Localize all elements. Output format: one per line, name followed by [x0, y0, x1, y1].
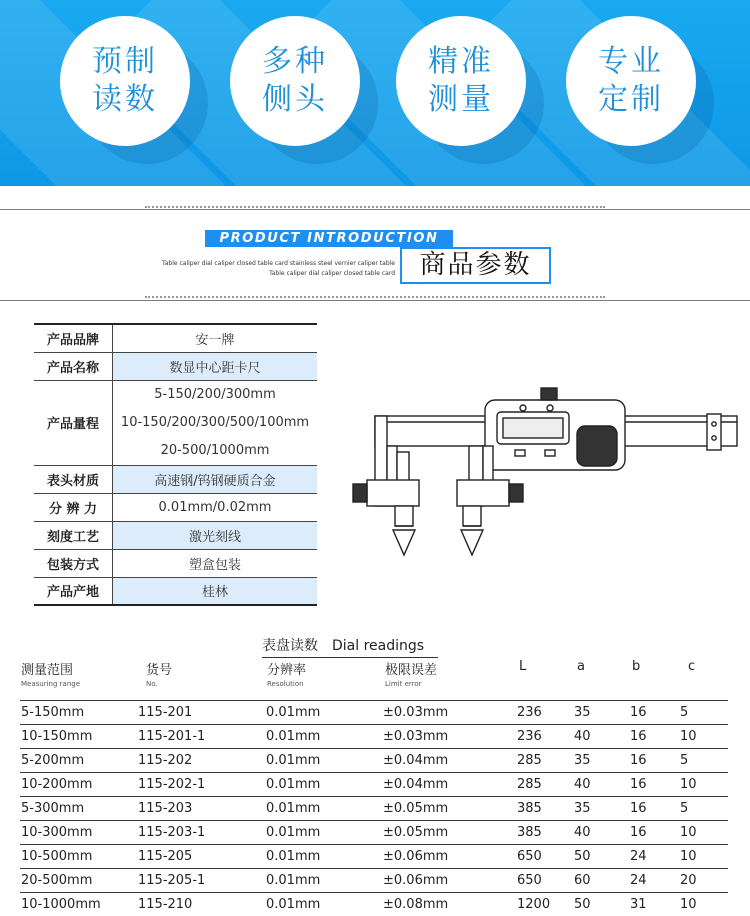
- table-cell: 650: [517, 873, 542, 888]
- table-cell: 0.01mm: [266, 729, 321, 744]
- table-cell: 5-150mm: [21, 705, 85, 720]
- badge-line: 侧头: [262, 82, 328, 117]
- table-row: [0, 844, 750, 868]
- feature-banner: [0, 0, 750, 186]
- table-cell: 0.01mm: [266, 897, 321, 912]
- spec-row-name: [34, 352, 317, 380]
- badge-line: 定制: [598, 82, 664, 117]
- table-cell: 236: [517, 705, 542, 720]
- table-cell: 0.01mm: [266, 705, 321, 720]
- table-cell: 5: [680, 753, 689, 768]
- header-cn: 分辨率: [267, 663, 307, 678]
- spec-label: 分 辨 力: [34, 493, 113, 521]
- table-cell: 16: [630, 729, 647, 744]
- table-row: [0, 700, 750, 724]
- spec-row-packaging: [34, 549, 317, 577]
- table-row: [0, 772, 750, 796]
- spec-value: 激光刻线: [113, 521, 318, 549]
- table-cell: 385: [517, 825, 542, 840]
- col-header-c: c: [688, 659, 696, 674]
- table-cell: 115-201: [138, 705, 193, 720]
- spec-label: 包装方式: [34, 549, 113, 577]
- table-cell: ±0.03mm: [383, 729, 449, 744]
- table-cell: 5-200mm: [21, 753, 85, 768]
- table-cell: 24: [630, 873, 647, 888]
- intro-title-cn: 商品参数: [400, 247, 551, 284]
- table-cell: 20-500mm: [21, 873, 93, 888]
- table-cell: 5: [680, 705, 689, 720]
- table-row: [0, 820, 750, 844]
- table-cell: ±0.06mm: [383, 873, 449, 888]
- table-cell: 650: [517, 849, 542, 864]
- readings-title-cn: 表盘读数: [262, 638, 318, 654]
- header-en: No.: [146, 680, 158, 688]
- badge-line: 读数: [92, 82, 158, 117]
- table-cell: 115-202: [138, 753, 193, 768]
- feature-badge-multiple-heads: [230, 16, 360, 146]
- readings-title-en: Dial readings: [332, 638, 425, 654]
- table-cell: 50: [574, 897, 591, 912]
- table-cell: 5: [680, 801, 689, 816]
- table-cell: 0.01mm: [266, 873, 321, 888]
- table-cell: 385: [517, 801, 542, 816]
- spec-value: 10-150/200/300/500/100mm: [120, 414, 310, 430]
- table-cell: 0.01mm: [266, 801, 321, 816]
- spec-label: 产品量程: [34, 380, 113, 465]
- col-header-l: L: [519, 659, 527, 674]
- table-cell: 115-205: [138, 849, 193, 864]
- table-cell: 10-500mm: [21, 849, 93, 864]
- table-row: [0, 724, 750, 748]
- table-cell: 31: [630, 897, 647, 912]
- table-cell: 0.01mm: [266, 825, 321, 840]
- table-cell: 115-202-1: [138, 777, 206, 792]
- table-cell: 40: [574, 825, 591, 840]
- spec-value: 0.01mm/0.02mm: [113, 493, 318, 521]
- header-cn: 测量范围: [21, 663, 74, 678]
- table-cell: 285: [517, 753, 542, 768]
- header-en: Resolution: [267, 680, 304, 688]
- table-cell: 35: [574, 801, 591, 816]
- table-cell: 1200: [517, 897, 551, 912]
- spec-value-group: [113, 380, 318, 465]
- divider: [0, 300, 750, 301]
- spec-label: 产品名称: [34, 352, 113, 380]
- caliper-drawing: [345, 380, 745, 580]
- divider-dots: [145, 206, 605, 208]
- row-divider: [20, 820, 728, 821]
- header-cn: 极限误差: [385, 663, 438, 678]
- table-row: [0, 796, 750, 820]
- table-cell: ±0.06mm: [383, 849, 449, 864]
- intro-small-text: Table caliper dial caliper closed table card stainless steel vernier caliper table: [162, 260, 395, 267]
- spec-value: 5-150/200/300mm: [154, 386, 276, 402]
- feature-badge-precise-measure: [396, 16, 526, 146]
- table-cell: 115-201-1: [138, 729, 206, 744]
- table-cell: 10-150mm: [21, 729, 93, 744]
- intro-title-en: PRODUCT INTRODUCTION: [205, 230, 453, 247]
- col-header-a: a: [577, 659, 585, 674]
- readings-title: [262, 635, 438, 658]
- table-cell: 16: [630, 825, 647, 840]
- row-divider: [20, 772, 728, 773]
- table-cell: 35: [574, 753, 591, 768]
- spec-value: 20-500/1000mm: [160, 442, 270, 458]
- header-cn: 货号: [146, 663, 173, 678]
- table-cell: 10: [680, 729, 697, 744]
- row-divider: [20, 700, 728, 701]
- table-row: [0, 868, 750, 892]
- table-cell: 16: [630, 777, 647, 792]
- spec-label: 产品产地: [34, 577, 113, 605]
- badge-line: 测量: [428, 82, 494, 117]
- table-cell: 50: [574, 849, 591, 864]
- table-cell: 5-300mm: [21, 801, 85, 816]
- table-cell: 10-200mm: [21, 777, 93, 792]
- table-cell: 16: [630, 705, 647, 720]
- table-cell: 115-205-1: [138, 873, 206, 888]
- table-cell: 60: [574, 873, 591, 888]
- spec-label: 产品品牌: [34, 324, 113, 352]
- table-cell: 0.01mm: [266, 777, 321, 792]
- spec-row-range: [34, 380, 317, 465]
- table-row: [0, 748, 750, 772]
- col-header-range: [21, 659, 80, 688]
- spec-label: 刻度工艺: [34, 521, 113, 549]
- table-cell: 40: [574, 777, 591, 792]
- table-cell: 10: [680, 825, 697, 840]
- table-cell: 285: [517, 777, 542, 792]
- col-header-resolution: [267, 659, 306, 688]
- col-header-b: b: [632, 659, 641, 674]
- header-en: Limit error: [385, 680, 422, 688]
- table-cell: ±0.08mm: [383, 897, 449, 912]
- table-cell: 0.01mm: [266, 849, 321, 864]
- spec-table: [34, 323, 317, 606]
- row-divider: [20, 844, 728, 845]
- row-divider: [20, 868, 728, 869]
- badge-line: 多种: [262, 44, 328, 79]
- row-divider: [20, 748, 728, 749]
- table-cell: ±0.05mm: [383, 801, 449, 816]
- divider: [0, 209, 750, 210]
- spec-value: 塑盒包装: [113, 549, 318, 577]
- table-row: [0, 892, 750, 916]
- spec-row-process: [34, 521, 317, 549]
- badge-line: 精准: [428, 44, 494, 79]
- col-header-no: [146, 659, 172, 688]
- intro-small-text: Table caliper dial caliper closed table card: [269, 270, 395, 277]
- table-cell: 20: [680, 873, 697, 888]
- table-cell: 35: [574, 705, 591, 720]
- table-cell: 16: [630, 801, 647, 816]
- table-cell: ±0.04mm: [383, 753, 449, 768]
- divider-dots: [145, 296, 605, 298]
- table-cell: 10: [680, 897, 697, 912]
- table-cell: 16: [630, 753, 647, 768]
- spec-row-resolution: [34, 493, 317, 521]
- feature-badge-preset-reading: [60, 16, 190, 146]
- spec-row-origin: [34, 577, 317, 605]
- table-cell: 10: [680, 777, 697, 792]
- spec-row-material: [34, 465, 317, 493]
- spec-value: 数显中心距卡尺: [113, 352, 318, 380]
- table-cell: 115-203-1: [138, 825, 206, 840]
- table-cell: 10-300mm: [21, 825, 93, 840]
- row-divider: [20, 724, 728, 725]
- table-cell: 115-210: [138, 897, 193, 912]
- spec-value: 桂林: [113, 577, 318, 605]
- table-cell: 40: [574, 729, 591, 744]
- row-divider: [20, 892, 728, 893]
- spec-value: 高速钢/钨钢硬质合金: [113, 465, 318, 493]
- table-cell: 115-203: [138, 801, 193, 816]
- badge-line: 预制: [92, 44, 158, 79]
- table-cell: 0.01mm: [266, 753, 321, 768]
- spec-row-brand: [34, 324, 317, 352]
- spec-label: 表头材质: [34, 465, 113, 493]
- table-cell: ±0.05mm: [383, 825, 449, 840]
- table-cell: 10: [680, 849, 697, 864]
- badge-line: 专业: [598, 44, 664, 79]
- table-cell: ±0.03mm: [383, 705, 449, 720]
- spec-value: 安一牌: [113, 324, 318, 352]
- col-header-limit-error: [385, 659, 437, 688]
- table-cell: 236: [517, 729, 542, 744]
- row-divider: [20, 796, 728, 797]
- table-cell: 24: [630, 849, 647, 864]
- feature-badge-custom: [566, 16, 696, 146]
- table-cell: 10-1000mm: [21, 897, 101, 912]
- header-en: Measuring range: [21, 680, 81, 688]
- table-cell: ±0.04mm: [383, 777, 449, 792]
